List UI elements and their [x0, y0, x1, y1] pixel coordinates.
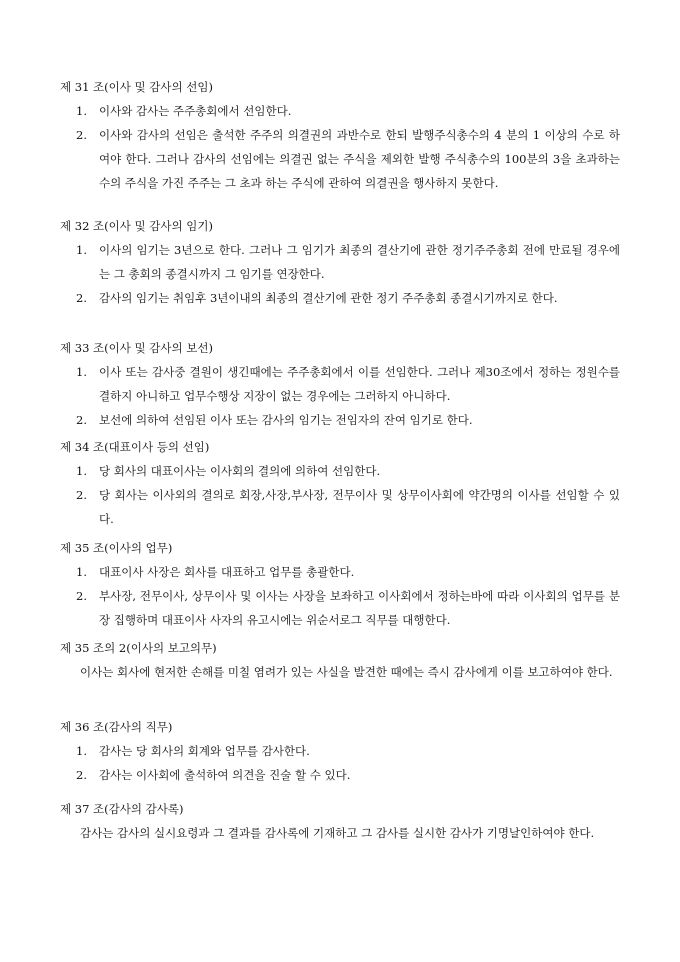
item-number: 2.	[76, 488, 87, 502]
item-text: 감사의 임기는 취임후 3년이내의 최종의 결산기에 관한 정기 주주총회 종결시기까지로 한다.	[99, 291, 558, 305]
article-title: 제 33 조(이사 및 감사의 보선)	[60, 341, 213, 355]
item-text: 부사장, 전무이사, 상무이사 및 이사는 사장을 보좌하고 이사회에서 정하는바에 따라 이사회의 업무를 분장 집행하며 대표이사 사자의 유고시에는 위순서로그 직무를 대행한다.	[99, 589, 620, 627]
article-title: 제 37 조(감사의 감사록)	[60, 802, 184, 816]
item-text: 이사 또는 감사중 결원이 생긴때에는 주주총회에서 이를 선임한다. 그러나 제30조에서 정하는 정원수를 결하지 아니하고 업무수행상 지장이 없는 경우에는 그러하지 아니하다.	[99, 365, 620, 403]
article-body: 감사는 감사의 실시요령과 그 결과를 감사록에 기재하고 그 감사를 실시한 감사가 기명날인하여야 한다.	[80, 826, 595, 840]
article-title: 제 36 조(감사의 직무)	[60, 720, 173, 734]
item-text: 당 회사의 대표이사는 이사회의 결의에 의하여 선임한다.	[99, 464, 381, 478]
item-text: 이사와 감사는 주주총회에서 선임한다.	[99, 104, 292, 118]
item-text: 이사의 임기는 3년으로 한다. 그러나 그 임기가 최종의 결산기에 관한 정기주주총회 전에 만료될 경우에는 그 총회의 종결시까지 그 임기를 연장한다.	[99, 243, 620, 281]
article-title: 제 35 조(이사의 업무)	[60, 541, 173, 555]
item-text: 감사는 당 회사의 회계와 업무를 감사한다.	[99, 744, 310, 758]
article-36	[60, 715, 620, 787]
article-35	[60, 536, 620, 632]
item-text: 보선에 의하여 선임된 이사 또는 감사의 임기는 전임자의 잔여 임기로 한다.	[99, 413, 473, 427]
list-item	[76, 763, 620, 787]
item-text: 당 회사는 이사외의 결의로 회장,사장,부사장, 전무이사 및 상무이사회에 약간명의 이사를 선임할 수 있다.	[99, 488, 620, 526]
article-32	[60, 214, 620, 310]
list-item	[76, 408, 620, 432]
article-title: 제 34 조(대표이사 등의 선임)	[60, 440, 210, 454]
article-title: 제 32 조(이사 및 감사의 임기)	[60, 219, 213, 233]
item-text: 대표이사 사장은 회사를 대표하고 업무를 총괄한다.	[99, 565, 355, 579]
article-35-2	[60, 636, 620, 684]
list-item	[76, 286, 620, 310]
item-number: 1.	[76, 365, 87, 379]
list-item	[76, 123, 620, 195]
item-number: 1.	[76, 464, 87, 478]
article-title: 제 31 조(이사 및 감사의 선임)	[60, 80, 213, 94]
list-item	[76, 99, 620, 123]
list-item	[76, 483, 620, 531]
item-number: 1.	[76, 744, 87, 758]
list-item	[76, 560, 620, 584]
item-number: 2.	[76, 768, 87, 782]
item-text: 이사와 감사의 선임은 출석한 주주의 의결권의 과반수로 한되 발행주식총수의 4 분의 1 이상의 수로 하여야 한다. 그러나 감사의 선임에는 의결권 없는 주식을 제외한 발행 주식총수의 100분의 3을 초과하는 수의 주식을 가진 주주는 그 초과 하는 주식에 관하여 의결권을 행사하지 못한다.	[99, 128, 620, 190]
item-text: 감사는 이사회에 출석하여 의견을 진술 할 수 있다.	[99, 768, 351, 782]
item-number: 2.	[76, 589, 87, 603]
article-33	[60, 336, 620, 432]
item-number: 2.	[76, 413, 87, 427]
article-title: 제 35 조의 2(이사의 보고의무)	[60, 641, 217, 655]
article-31	[60, 75, 620, 195]
item-number: 1.	[76, 243, 87, 257]
item-number: 1.	[76, 104, 87, 118]
list-item	[76, 459, 620, 483]
item-number: 1.	[76, 565, 87, 579]
list-item	[76, 360, 620, 408]
article-37	[60, 797, 620, 845]
list-item	[76, 739, 620, 763]
list-item	[76, 584, 620, 632]
list-item	[76, 238, 620, 286]
article-body: 이사는 회사에 현저한 손해를 미칠 염려가 있는 사실을 발견한 때에는 즉시 감사에게 이를 보고하여야 한다.	[80, 665, 613, 679]
item-number: 2.	[76, 291, 87, 305]
item-number: 2.	[76, 128, 87, 142]
article-34	[60, 435, 620, 531]
